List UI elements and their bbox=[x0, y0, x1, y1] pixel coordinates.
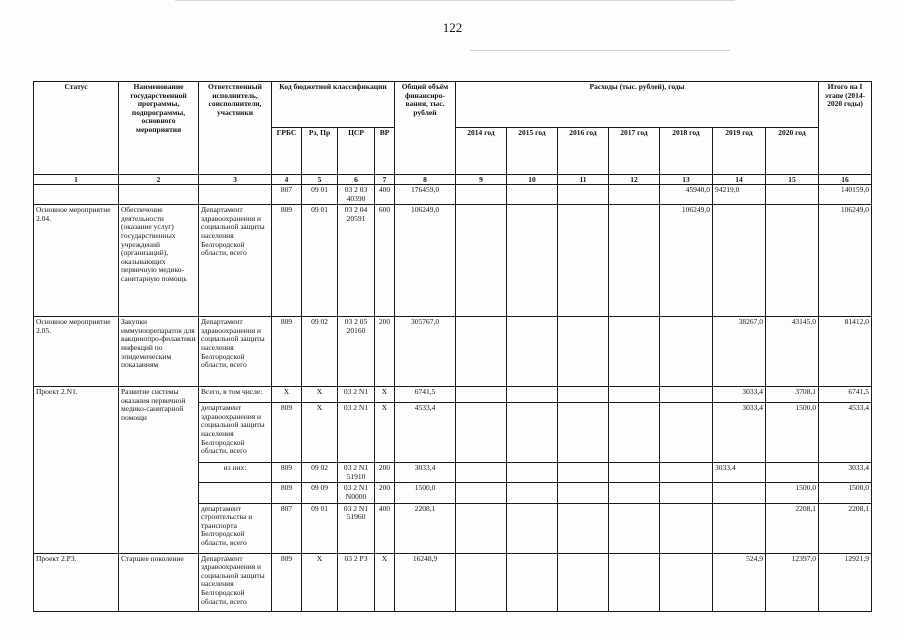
csr-cell: 03 2 N1 bbox=[338, 387, 375, 403]
year-2015-cell bbox=[507, 185, 558, 205]
year-2016-cell bbox=[558, 483, 609, 503]
header-total-volume: Общий объём финансиро-вания, тыс. рублей bbox=[395, 82, 456, 175]
year-2016-cell bbox=[558, 403, 609, 463]
rzpr-cell: 09 09 bbox=[302, 483, 338, 503]
status-cell: Проект 2.Р3. bbox=[34, 553, 119, 611]
year-2016-cell bbox=[558, 205, 609, 317]
year-2020-cell bbox=[766, 463, 819, 483]
sum-cell: 140159,0 bbox=[819, 185, 872, 205]
column-number-row bbox=[34, 175, 872, 185]
year-2015-cell bbox=[507, 317, 558, 387]
year-2017-cell bbox=[609, 387, 660, 403]
year-2020-cell: 1500,0 bbox=[766, 483, 819, 503]
year-2015-cell bbox=[507, 205, 558, 317]
year-2018-cell bbox=[660, 317, 713, 387]
year-2018-cell bbox=[660, 483, 713, 503]
responsible-cell: департамент строительства и транспорта Белгородской области, всего bbox=[199, 503, 272, 553]
year-2017-cell bbox=[609, 503, 660, 553]
year-2019-cell bbox=[713, 205, 766, 317]
sum-cell: 1500,0 bbox=[819, 483, 872, 503]
year-2014-cell bbox=[456, 463, 507, 483]
year-2020-cell bbox=[766, 205, 819, 317]
total-cell: 3033,4 bbox=[395, 463, 456, 483]
csr-cell: 03 2 N1 51960 bbox=[338, 503, 375, 553]
total-cell: 1500,0 bbox=[395, 483, 456, 503]
total-cell: 305767,0 bbox=[395, 317, 456, 387]
header-year-2020: 2020 год bbox=[766, 128, 819, 175]
year-2014-cell bbox=[456, 503, 507, 553]
column-number: 5 bbox=[302, 175, 338, 185]
column-number: 4 bbox=[272, 175, 302, 185]
grbs-cell: 809 bbox=[272, 463, 302, 483]
year-2015-cell bbox=[507, 387, 558, 403]
header-year-2016: 2016 год bbox=[558, 128, 609, 175]
column-number: 11 bbox=[558, 175, 609, 185]
year-2019-cell: 3033,4 bbox=[713, 387, 766, 403]
total-cell: 6741,5 bbox=[395, 387, 456, 403]
year-2015-cell bbox=[507, 483, 558, 503]
year-2014-cell bbox=[456, 483, 507, 503]
header-csr: ЦСР bbox=[338, 128, 375, 175]
year-2017-cell bbox=[609, 483, 660, 503]
total-cell: 16248,9 bbox=[395, 553, 456, 611]
header-rz-pr: Рз, Пр bbox=[302, 128, 338, 175]
vr-cell: 400 bbox=[375, 185, 395, 205]
rzpr-cell: 09 02 bbox=[302, 463, 338, 483]
header-status: Статус bbox=[34, 82, 119, 175]
header-budget-code: Код бюджетной классификации bbox=[272, 82, 395, 128]
header-stage-total: Итого на I этапе (2014-2020 годы) bbox=[819, 82, 872, 175]
year-2019-cell bbox=[713, 503, 766, 553]
grbs-cell: 809 bbox=[272, 317, 302, 387]
responsible-cell: из них: bbox=[199, 463, 272, 483]
year-2014-cell bbox=[456, 185, 507, 205]
status-cell: Основное мероприятие 2.04. bbox=[34, 205, 119, 317]
responsible-cell: Всего, в том числе: bbox=[199, 387, 272, 403]
total-cell: 4533,4 bbox=[395, 403, 456, 463]
year-2016-cell bbox=[558, 463, 609, 483]
year-2019-cell: 3033,4 bbox=[713, 403, 766, 463]
year-2014-cell bbox=[456, 553, 507, 611]
year-2018-cell bbox=[660, 503, 713, 553]
grbs-cell: Х bbox=[272, 387, 302, 403]
year-2020-cell: 1500,0 bbox=[766, 403, 819, 463]
vr-cell: Х bbox=[375, 403, 395, 463]
sum-cell: 6741,5 bbox=[819, 387, 872, 403]
year-2017-cell bbox=[609, 317, 660, 387]
csr-cell: 03 2 N1 N0000 bbox=[338, 483, 375, 503]
year-2018-cell bbox=[660, 387, 713, 403]
table-row bbox=[34, 387, 872, 403]
responsible-cell bbox=[199, 185, 272, 205]
vr-cell: Х bbox=[375, 387, 395, 403]
year-2017-cell bbox=[609, 463, 660, 483]
table-row bbox=[34, 553, 872, 611]
responsible-cell: Департамент здравоохранения и социальной защиты населения Белгородской области, всего bbox=[199, 317, 272, 387]
column-number: 13 bbox=[660, 175, 713, 185]
header-vr: ВР bbox=[375, 128, 395, 175]
column-number: 15 bbox=[766, 175, 819, 185]
sum-cell: 4533,4 bbox=[819, 403, 872, 463]
column-number: 2 bbox=[119, 175, 199, 185]
year-2016-cell bbox=[558, 553, 609, 611]
year-2015-cell bbox=[507, 553, 558, 611]
responsible-cell: Департамент здравоохранения и социальной защиты населения Белгородской области, всего bbox=[199, 553, 272, 611]
grbs-cell: 809 bbox=[272, 205, 302, 317]
rzpr-cell: 09 01 bbox=[302, 503, 338, 553]
year-2020-cell: 43145,0 bbox=[766, 317, 819, 387]
column-number: 6 bbox=[338, 175, 375, 185]
column-number: 1 bbox=[34, 175, 119, 185]
year-2016-cell bbox=[558, 503, 609, 553]
total-cell: 106249,0 bbox=[395, 205, 456, 317]
rzpr-cell: Х bbox=[302, 553, 338, 611]
year-2020-cell: 12397,0 bbox=[766, 553, 819, 611]
grbs-cell: 809 bbox=[272, 403, 302, 463]
table-row bbox=[34, 185, 872, 205]
total-cell: 2208,1 bbox=[395, 503, 456, 553]
vr-cell: 200 bbox=[375, 317, 395, 387]
sum-cell: 81412,0 bbox=[819, 317, 872, 387]
table-row bbox=[34, 317, 872, 387]
name-cell: Обеспечение деятельности (оказание услуг) государственных учреждений (организаций), оказывающих первичную медико-санитарную помощь bbox=[119, 205, 199, 317]
year-2019-cell: 524,9 bbox=[713, 553, 766, 611]
rzpr-cell: 09 01 bbox=[302, 205, 338, 317]
name-cell: Закупки иммунопрепаратов для вакцинопро-филактики инфекций по эпидемическим показаниям bbox=[119, 317, 199, 387]
top-rule bbox=[175, 0, 735, 1]
column-number: 8 bbox=[395, 175, 456, 185]
responsible-cell bbox=[199, 483, 272, 503]
rzpr-cell: Х bbox=[302, 387, 338, 403]
vr-cell: Х bbox=[375, 553, 395, 611]
year-2014-cell bbox=[456, 205, 507, 317]
header-responsible: Ответственный исполнитель, соисполнители, участники bbox=[199, 82, 272, 175]
vr-cell: 200 bbox=[375, 483, 395, 503]
column-number: 10 bbox=[507, 175, 558, 185]
sum-cell: 3033,4 bbox=[819, 463, 872, 483]
column-number: 9 bbox=[456, 175, 507, 185]
total-cell: 176459,0 bbox=[395, 185, 456, 205]
year-2017-cell bbox=[609, 185, 660, 205]
responsible-cell: департамент здравоохранения и социальной защиты населения Белгородской области, всего bbox=[199, 403, 272, 463]
vr-cell: 600 bbox=[375, 205, 395, 317]
year-2020-cell: 2208,1 bbox=[766, 503, 819, 553]
year-2015-cell bbox=[507, 403, 558, 463]
grbs-cell: 807 bbox=[272, 185, 302, 205]
name-cell bbox=[119, 185, 199, 205]
vr-cell: 200 bbox=[375, 463, 395, 483]
vr-cell: 400 bbox=[375, 503, 395, 553]
sum-cell: 106249,0 bbox=[819, 205, 872, 317]
csr-cell: 03 2 04 20591 bbox=[338, 205, 375, 317]
year-2020-cell: 3708,1 bbox=[766, 387, 819, 403]
year-2016-cell bbox=[558, 387, 609, 403]
year-2017-cell bbox=[609, 205, 660, 317]
year-2018-cell bbox=[660, 553, 713, 611]
header-year-2019: 2019 год bbox=[713, 128, 766, 175]
responsible-cell: Департамент здравоохранения и социальной защиты населения Белгородской области, всего bbox=[199, 205, 272, 317]
header-year-2017: 2017 год bbox=[609, 128, 660, 175]
year-2014-cell bbox=[456, 317, 507, 387]
rzpr-cell: Х bbox=[302, 403, 338, 463]
column-number: 14 bbox=[713, 175, 766, 185]
header-year-2014: 2014 год bbox=[456, 128, 507, 175]
csr-cell: 03 2 03 40390 bbox=[338, 185, 375, 205]
grbs-cell: 809 bbox=[272, 553, 302, 611]
year-2017-cell bbox=[609, 553, 660, 611]
year-2015-cell bbox=[507, 463, 558, 483]
header-expenses: Расходы (тыс. рублей), годы bbox=[456, 82, 819, 128]
budget-table bbox=[33, 81, 872, 612]
year-2019-cell: 3033,4 bbox=[713, 463, 766, 483]
faint-line bbox=[470, 50, 730, 51]
sum-cell: 12921,9 bbox=[819, 553, 872, 611]
page-number: 122 bbox=[442, 20, 463, 35]
header-program-name: Наименование государственной программы, подпрограммы, основного мероприятия bbox=[119, 82, 199, 175]
column-number: 7 bbox=[375, 175, 395, 185]
status-cell: Основное мероприятие 2.05. bbox=[34, 317, 119, 387]
header-year-2018: 2018 год bbox=[660, 128, 713, 175]
column-number: 12 bbox=[609, 175, 660, 185]
year-2018-cell: 45940,0 bbox=[660, 185, 713, 205]
year-2014-cell bbox=[456, 403, 507, 463]
year-2018-cell bbox=[660, 403, 713, 463]
year-2016-cell bbox=[558, 317, 609, 387]
rzpr-cell: 09 01 bbox=[302, 185, 338, 205]
name-cell: Развитие системы оказания первичной медико-санитарной помощи bbox=[119, 387, 199, 553]
csr-cell: 03 2 N1 51910 bbox=[338, 463, 375, 483]
year-2020-cell bbox=[766, 185, 819, 205]
column-number: 16 bbox=[819, 175, 872, 185]
year-2019-cell: 38267,0 bbox=[713, 317, 766, 387]
table-row bbox=[34, 205, 872, 317]
year-2016-cell bbox=[558, 185, 609, 205]
year-2018-cell: 106249,0 bbox=[660, 205, 713, 317]
csr-cell: 03 2 05 20160 bbox=[338, 317, 375, 387]
year-2014-cell bbox=[456, 387, 507, 403]
status-cell bbox=[34, 185, 119, 205]
year-2015-cell bbox=[507, 503, 558, 553]
year-2019-cell: 94219,0 bbox=[713, 185, 766, 205]
rzpr-cell: 09 02 bbox=[302, 317, 338, 387]
csr-cell: 03 2 N1 bbox=[338, 403, 375, 463]
status-cell: Проект 2.N1. bbox=[34, 387, 119, 553]
csr-cell: 03 2 Р3 bbox=[338, 553, 375, 611]
year-2019-cell bbox=[713, 483, 766, 503]
grbs-cell: 807 bbox=[272, 503, 302, 553]
name-cell: Старшее поколение bbox=[119, 553, 199, 611]
year-2018-cell bbox=[660, 463, 713, 483]
column-number: 3 bbox=[199, 175, 272, 185]
sum-cell: 2208,1 bbox=[819, 503, 872, 553]
year-2017-cell bbox=[609, 403, 660, 463]
header-year-2015: 2015 год bbox=[507, 128, 558, 175]
grbs-cell: 809 bbox=[272, 483, 302, 503]
header-grbs: ГРБС bbox=[272, 128, 302, 175]
